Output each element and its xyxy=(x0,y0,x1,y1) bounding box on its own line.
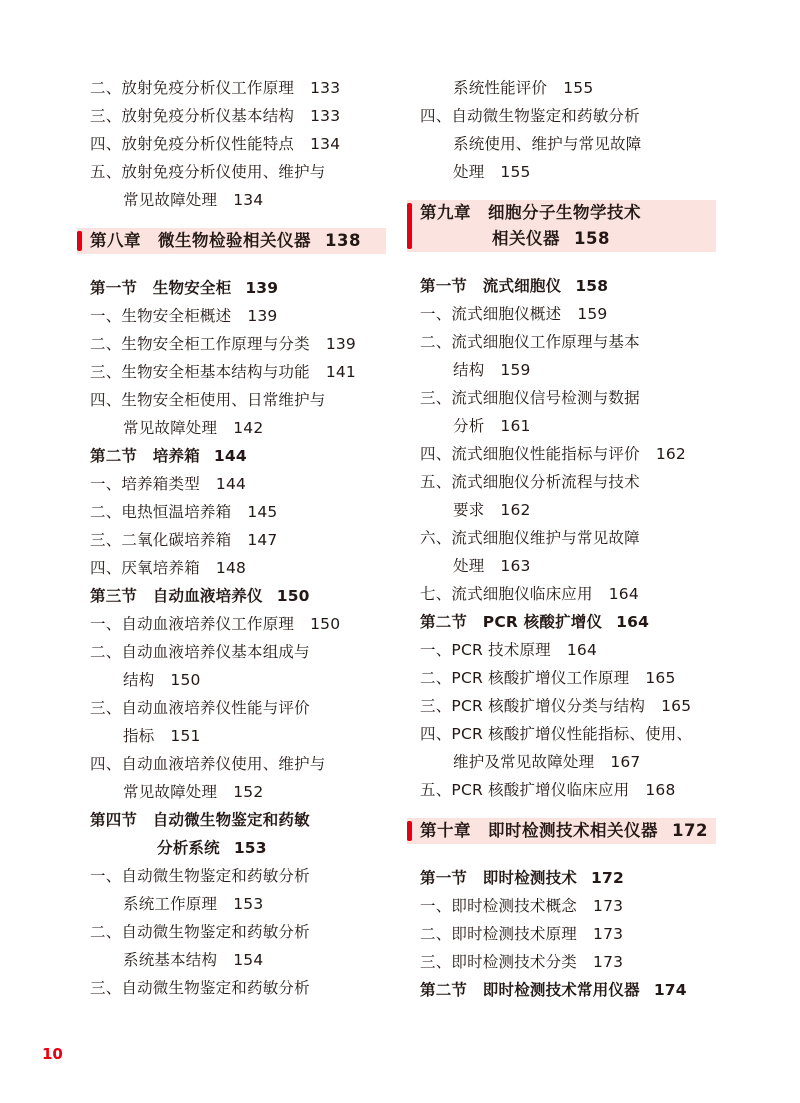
toc-item-continuation[interactable] xyxy=(90,946,385,974)
chapter-title: 第十章 即时检测技术相关仪器 xyxy=(420,821,658,840)
toc-item-text: 二、自动血液培养仪基本组成与 xyxy=(90,643,310,661)
chapter-page: 138 xyxy=(325,231,361,250)
toc-item-text: 常见故障处理 xyxy=(123,191,218,209)
section-title: 第二节 PCR 核酸扩增仪 xyxy=(420,613,603,631)
section-title: 第三节 自动血液培养仪 xyxy=(90,587,263,605)
toc-item-page: 155 xyxy=(563,79,594,97)
toc-item-continuation[interactable] xyxy=(420,130,715,158)
toc-item-text: 二、电热恒温培养箱 xyxy=(90,503,232,521)
toc-item-text: 二、生物安全柜工作原理与分类 xyxy=(90,335,310,353)
toc-item[interactable] xyxy=(420,664,715,692)
toc-item-text: 四、厌氧培养箱 xyxy=(90,559,200,577)
toc-item[interactable] xyxy=(420,636,715,664)
chapter-page: 172 xyxy=(672,821,708,840)
section-page: 158 xyxy=(575,277,609,295)
chapter-heading-9[interactable] xyxy=(407,200,716,252)
toc-item-page: 164 xyxy=(608,585,639,603)
toc-item-continuation[interactable] xyxy=(420,74,715,102)
section-page: 164 xyxy=(616,613,650,631)
toc-item-page: 162 xyxy=(500,501,531,519)
toc-item-page: 145 xyxy=(247,503,278,521)
toc-item-continuation[interactable] xyxy=(420,412,715,440)
toc-item-text: 四、生物安全柜使用、日常维护与 xyxy=(90,391,326,409)
section-title: 第二节 培养箱 xyxy=(90,447,200,465)
toc-item-page: 150 xyxy=(170,671,201,689)
toc-item-text: 一、自动血液培养仪工作原理 xyxy=(90,615,295,633)
toc-item-page: 148 xyxy=(215,559,247,577)
toc-item[interactable] xyxy=(90,918,385,946)
toc-item-text: 一、PCR 技术原理 xyxy=(420,641,551,659)
toc-item-text: 二、PCR 核酸扩增仪工作原理 xyxy=(420,669,630,687)
toc-item-page: 141 xyxy=(325,363,356,381)
toc-item-text: 五、流式细胞仪分析流程与技术 xyxy=(420,473,640,491)
toc-right-column xyxy=(420,74,715,1004)
chapter-accent-bar xyxy=(77,231,82,251)
section-heading[interactable] xyxy=(420,976,715,1004)
chapter-heading-10[interactable] xyxy=(407,818,716,844)
toc-item[interactable] xyxy=(420,384,715,412)
toc-item-text: 结构 xyxy=(123,671,155,689)
toc-item-page: 173 xyxy=(593,953,624,971)
section-heading[interactable] xyxy=(420,272,715,300)
chapter-accent-bar xyxy=(407,821,412,841)
toc-item-text: 要求 xyxy=(453,501,485,519)
chapter-heading-8[interactable] xyxy=(77,228,386,254)
section-heading[interactable] xyxy=(90,806,385,834)
toc-item-page: 173 xyxy=(593,925,624,943)
toc-item[interactable] xyxy=(420,440,715,468)
toc-item[interactable] xyxy=(90,974,385,1002)
toc-item-text: 三、生物安全柜基本结构与功能 xyxy=(90,363,310,381)
toc-item[interactable] xyxy=(90,130,385,158)
section-page: 144 xyxy=(213,447,247,465)
toc-item[interactable] xyxy=(420,720,715,748)
toc-item-text: 常见故障处理 xyxy=(123,419,218,437)
toc-item-page: 168 xyxy=(645,781,676,799)
toc-item[interactable] xyxy=(90,862,385,890)
section-heading-continuation[interactable] xyxy=(90,834,385,862)
section-title: 第一节 流式细胞仪 xyxy=(420,277,562,295)
chapter-accent-bar xyxy=(407,203,412,249)
section-page: 139 xyxy=(245,279,279,297)
toc-item[interactable] xyxy=(90,74,385,102)
toc-item[interactable] xyxy=(90,470,385,498)
toc-item[interactable] xyxy=(420,468,715,496)
toc-item-text: 处理 xyxy=(453,163,485,181)
toc-item-text: 二、流式细胞仪工作原理与基本 xyxy=(420,333,640,351)
toc-item-text: 四、流式细胞仪性能指标与评价 xyxy=(420,445,640,463)
section-title: 第四节 自动微生物鉴定和药敏 xyxy=(90,811,310,829)
toc-item[interactable] xyxy=(90,638,385,666)
toc-item-continuation[interactable] xyxy=(90,722,385,750)
section-heading[interactable] xyxy=(420,608,715,636)
toc-item-text: 三、放射免疫分析仪基本结构 xyxy=(90,107,295,125)
toc-item-text: 常见故障处理 xyxy=(123,783,218,801)
toc-item-continuation[interactable] xyxy=(420,356,715,384)
toc-item-page: 151 xyxy=(170,727,201,745)
toc-item-page: 165 xyxy=(645,669,676,687)
toc-item-page: 155 xyxy=(500,163,531,181)
toc-item-continuation[interactable] xyxy=(90,666,385,694)
section-title: 分析系统 xyxy=(157,839,220,857)
toc-item[interactable] xyxy=(90,750,385,778)
toc-item-text: 指标 xyxy=(123,727,155,745)
toc-item[interactable] xyxy=(90,694,385,722)
section-heading[interactable] xyxy=(420,864,715,892)
toc-left-column xyxy=(90,74,385,1002)
toc-item-text: 四、放射免疫分析仪性能特点 xyxy=(90,135,295,153)
section-heading[interactable] xyxy=(90,274,385,302)
toc-item[interactable] xyxy=(90,330,385,358)
toc-item-text: 二、放射免疫分析仪工作原理 xyxy=(90,79,295,97)
toc-item-page: 164 xyxy=(566,641,598,659)
toc-item-text: 六、流式细胞仪维护与常见故障 xyxy=(420,529,640,547)
toc-item-text: 二、即时检测技术原理 xyxy=(420,925,578,943)
chapter-title: 第九章 细胞分子生物学技术 xyxy=(420,203,641,222)
toc-item-page: 162 xyxy=(655,445,686,463)
toc-item[interactable] xyxy=(420,776,715,804)
toc-item[interactable] xyxy=(420,692,715,720)
toc-item-text: 三、自动血液培养仪性能与评价 xyxy=(90,699,310,717)
section-page: 153 xyxy=(233,839,267,857)
toc-item[interactable] xyxy=(90,158,385,186)
toc-item-text: 三、即时检测技术分类 xyxy=(420,953,578,971)
toc-item-page: 163 xyxy=(500,557,531,575)
toc-item-continuation[interactable] xyxy=(90,186,385,214)
toc-item-page: 159 xyxy=(577,305,608,323)
toc-item[interactable] xyxy=(90,610,385,638)
toc-item[interactable] xyxy=(420,102,715,130)
toc-item-page: 133 xyxy=(310,107,341,125)
section-title: 第二节 即时检测技术常用仪器 xyxy=(420,981,640,999)
toc-item[interactable] xyxy=(420,580,715,608)
toc-item-text: 五、PCR 核酸扩增仪临床应用 xyxy=(420,781,630,799)
toc-item-page: 139 xyxy=(325,335,356,353)
toc-item-page: 153 xyxy=(233,895,264,913)
section-title: 第一节 即时检测技术 xyxy=(420,869,578,887)
section-heading[interactable] xyxy=(90,442,385,470)
toc-item-text: 一、即时检测技术概念 xyxy=(420,897,578,915)
toc-item[interactable] xyxy=(420,892,715,920)
toc-item[interactable] xyxy=(90,358,385,386)
toc-item-text: 系统性能评价 xyxy=(453,79,548,97)
toc-item-page: 134 xyxy=(233,191,264,209)
toc-item-text: 一、自动微生物鉴定和药敏分析 xyxy=(90,867,310,885)
toc-item-text: 维护及常见故障处理 xyxy=(453,753,595,771)
toc-item-text: 一、生物安全柜概述 xyxy=(90,307,232,325)
section-page: 150 xyxy=(276,587,310,605)
toc-item[interactable] xyxy=(420,328,715,356)
toc-item-continuation[interactable] xyxy=(420,496,715,524)
toc-item-page: 147 xyxy=(247,531,278,549)
toc-item-continuation[interactable] xyxy=(420,748,715,776)
toc-item-text: 结构 xyxy=(453,361,485,379)
chapter-page: 158 xyxy=(574,229,610,248)
toc-item-text: 三、自动微生物鉴定和药敏分析 xyxy=(90,979,310,997)
toc-item-text: 三、流式细胞仪信号检测与数据 xyxy=(420,389,640,407)
toc-item[interactable] xyxy=(90,102,385,130)
toc-item-page: 173 xyxy=(593,897,624,915)
toc-item-page: 142 xyxy=(233,419,264,437)
chapter-title: 第八章 微生物检验相关仪器 xyxy=(90,231,311,250)
toc-item-text: 三、二氧化碳培养箱 xyxy=(90,531,232,549)
toc-item-page: 152 xyxy=(233,783,264,801)
section-heading[interactable] xyxy=(90,582,385,610)
toc-item-text: 七、流式细胞仪临床应用 xyxy=(420,585,593,603)
toc-item-text: 四、PCR 核酸扩增仪性能指标、使用、 xyxy=(420,725,693,743)
toc-item-text: 处理 xyxy=(453,557,485,575)
toc-item-text: 系统工作原理 xyxy=(123,895,218,913)
section-page: 172 xyxy=(591,869,624,887)
section-title: 第一节 生物安全柜 xyxy=(90,279,232,297)
toc-item-page: 134 xyxy=(310,135,341,153)
toc-item-text: 三、PCR 核酸扩增仪分类与结构 xyxy=(420,697,646,715)
toc-item-continuation[interactable] xyxy=(90,414,385,442)
toc-item[interactable] xyxy=(420,920,715,948)
toc-item-page: 139 xyxy=(247,307,278,325)
toc-item[interactable] xyxy=(90,386,385,414)
toc-item-page: 154 xyxy=(233,951,264,969)
toc-item-text: 一、培养箱类型 xyxy=(90,475,200,493)
page-number: 10 xyxy=(42,1045,63,1063)
toc-item-text: 系统使用、维护与常见故障 xyxy=(453,135,642,153)
toc-item-page: 144 xyxy=(215,475,247,493)
toc-item-continuation[interactable] xyxy=(90,890,385,918)
toc-item[interactable] xyxy=(90,498,385,526)
toc-item-page: 165 xyxy=(661,697,692,715)
toc-item-continuation[interactable] xyxy=(420,158,715,186)
toc-item-text: 分析 xyxy=(453,417,485,435)
toc-item[interactable] xyxy=(420,300,715,328)
toc-item-continuation[interactable] xyxy=(420,552,715,580)
toc-item[interactable] xyxy=(90,554,385,582)
toc-item-page: 159 xyxy=(500,361,531,379)
toc-item-text: 四、自动微生物鉴定和药敏分析 xyxy=(420,107,640,125)
toc-item[interactable] xyxy=(90,526,385,554)
toc-item-text: 系统基本结构 xyxy=(123,951,218,969)
toc-item-page: 161 xyxy=(500,417,531,435)
chapter-title-continuation: 相关仪器 xyxy=(492,229,560,248)
toc-item[interactable] xyxy=(420,524,715,552)
toc-item-page: 167 xyxy=(610,753,641,771)
toc-item-text: 一、流式细胞仪概述 xyxy=(420,305,562,323)
toc-item-page: 133 xyxy=(310,79,341,97)
toc-item-text: 五、放射免疫分析仪使用、维护与 xyxy=(90,163,326,181)
toc-item-text: 四、自动血液培养仪使用、维护与 xyxy=(90,755,326,773)
toc-item-continuation[interactable] xyxy=(90,778,385,806)
toc-item-page: 150 xyxy=(310,615,341,633)
section-page: 174 xyxy=(653,981,687,999)
toc-item-text: 二、自动微生物鉴定和药敏分析 xyxy=(90,923,310,941)
toc-item[interactable] xyxy=(90,302,385,330)
toc-item[interactable] xyxy=(420,948,715,976)
